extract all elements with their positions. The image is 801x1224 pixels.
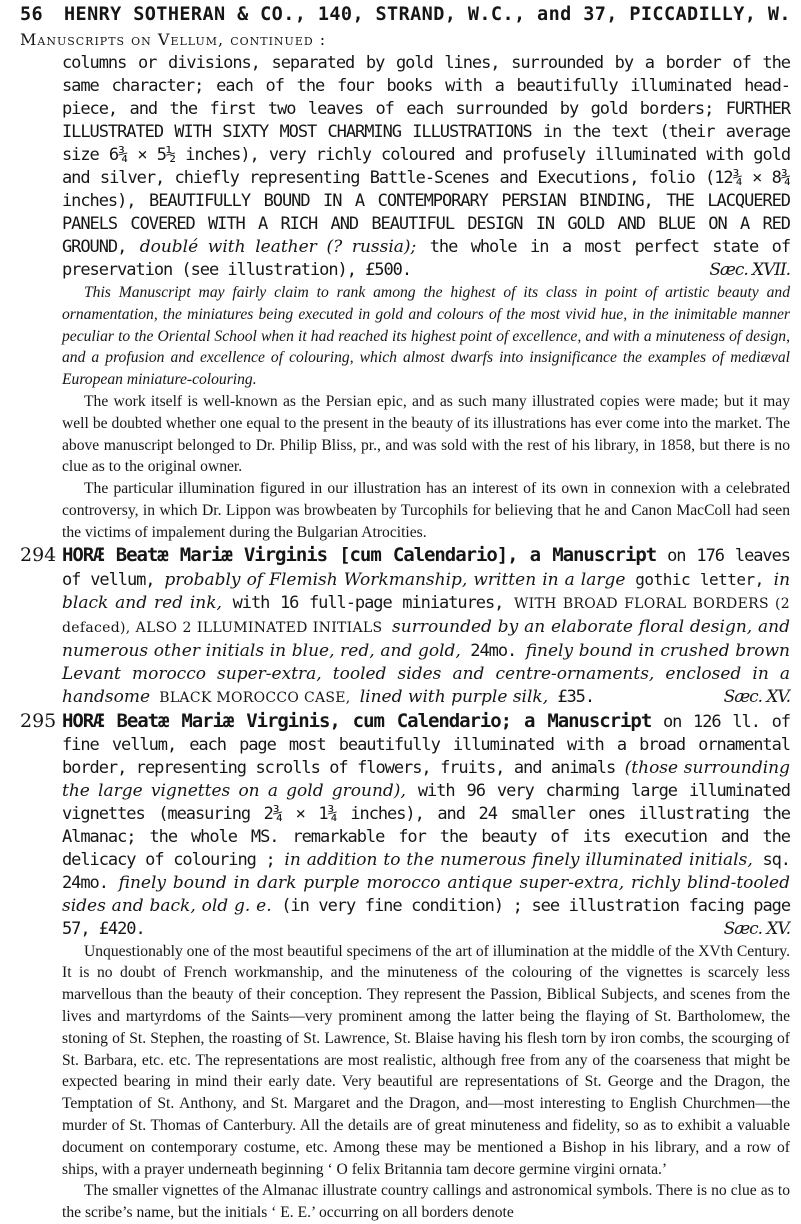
entry-293-continued: [20, 52, 790, 544]
entry-294-italic-3: surrounded by an elaborate floral design, and numerous other initials in blue, red, and gold,: [62, 616, 790, 661]
entry-295-text-4: (in very fine condition) ; see illustration facing page 57, £420.: [62, 895, 790, 939]
section-heading: Manuscripts on Vellum, continued :: [20, 30, 327, 49]
entry-294-century: Sæc. XV.: [723, 686, 790, 707]
entry-295-note-2: The smaller vignettes of the Almanac illustrate country callings and astronomical symbols. There is no clue as to the scribe’s name, but the initials ‘ E. E.’ occurring on all borders denote: [62, 1182, 790, 1222]
entry-295-text-1: on 126 ll. of fine vellum, each page most beautifully illuminated with a broad ornamental border, representing scrolls of flowers, fruits, and animals: [62, 711, 790, 778]
publisher-line: HENRY SOTHERAN & CO., 140, STRAND, W.C., and 37, PICCADILLY, W.: [64, 4, 791, 25]
page-number: 56: [20, 4, 44, 25]
entry-294: [20, 544, 790, 710]
entry-295-century: Sæc. XV.: [723, 918, 790, 939]
entry-294-blackletter: gothic letter,: [635, 569, 764, 589]
entry-number: 295: [20, 709, 57, 732]
entry-295-description: [62, 710, 790, 941]
entry-295-text-2: with 96 very charming large illuminated vignettes (measuring 2¾ × 1¾ inches), and 24 smaller ones illustrating the Almanac; the whole MS. remarkable for the beauty of its execution and the delicacy of colouring ;: [62, 780, 790, 870]
entry-295: [20, 710, 790, 1224]
entry-295-note-1: Unquestionably one of the most beautiful specimens of the art of illumination at the middle of the XVth Century. It is no doubt of French workmanship, and the minuteness of the colouring of the vignettes is scarcely less marvellous than the beauty of their conception. They represent the Passion, Biblical Subjects, and scenes from the lives and martyrdoms of the Saints—very prominent among the latter being the flaying of St. Bartholomew, the stoning of St. Stephen, the roasting of St. Lawrence, St. Blaise having his flesh torn by iron combs, the scourging of St. Barbara, etc. etc. The representations are most realistic, although free from any of the coarseness that might be expected bearing in mind their early date. Very beautiful are representations of St. George and the Dragon, the Temptation of St. Anthony, and St. Margaret and the Dragon, and—most interesting to English Churchmen—the murder of St. Thomas of Canterbury. All the details are of great minuteness and fidelity, so as to exhibit a valuable document on contemporary costume, etc. Among these may be mentioned a Bishop in his library, and a row of ships, with a prayer underneath beginning ‘ O felix Britannia tam decore germine virgini ornata.’: [62, 942, 790, 1178]
entry-294-italic-1: probably of Flemish Workmanship, written in a large: [164, 569, 626, 590]
entry-293-text-1: columns or divisions, separated by gold lines, surrounded by a border of the same character; each of the four books with a beautifully illuminated head-piece, and the first two leaves of each surrounded by gold borders; FURTHER ILLUSTRATED WITH SIXTY MOST CHARMING ILLUSTRATIONS in the text (their average size 6¾ × 5½ inches), very richly coloured and profusely illuminated with gold and silver, chiefly representing Battle-Scenes and Executions, folio (12¾ × 8¾ inches), BEAUTIFULLY BOUND IN A CONTEMPORARY PERSIAN BINDING, THE LACQUERED PANELS COVERED WITH A RICH AND BEAUTIFUL DESIGN IN GOLD AND BLUE ON A RED GROUND,: [62, 53, 790, 257]
entry-295-title: HORÆ Beatæ Mariæ Virginis, cum Calendario; a Manuscript: [62, 709, 652, 732]
entry-295-italic-3: finely bound in dark purple morocco antique super-extra, richly blind-tooled sides and back, old g. e.: [62, 872, 790, 916]
entry-293-note-3: The particular illumination figured in our illustration has an interest of its own in connexion with a celebrated controversy, in which Dr. Lippon was browbeaten by Turcophils for believing that he and Canon MacColl had seen the victims of impalement during the Bulgarian Atrocities.: [62, 480, 790, 541]
entry-293-description: [62, 52, 790, 282]
entry-293-note-2: The work itself is well-known as the Persian epic, and as such many illustrated copies were made; but it may well be doubted whether one equal to the present in the beauty of its illustrations has ever come into the market. The above manuscript belonged to Dr. Philip Bliss, pr., and was sold with the rest of his library, in 1858, but there is no clue as to the original owner.: [62, 392, 790, 476]
entry-295-text-3: sq. 24mo.: [62, 849, 790, 893]
entry-294-title: HORÆ Beatæ Mariæ Virginis [cum Calendario], a Manuscript: [62, 543, 657, 566]
entry-293-text-2: the whole in a most perfect state of preservation (see illustration), £500.: [62, 237, 791, 280]
entry-293-binding: doublé with leather (? russia);: [139, 237, 417, 257]
entry-295-italic-1: (those surrounding the large vignettes on a gold ground),: [62, 757, 790, 801]
entries: [20, 52, 790, 1224]
entry-294-text-1: on 176 leaves of vellum,: [62, 545, 790, 590]
running-header: [20, 4, 790, 25]
entry-294-case: BLACK MOROCCO CASE,: [159, 689, 351, 706]
entry-294-italic-5: lined with purple silk,: [359, 686, 549, 707]
entry-293-century: Sæc. XVII.: [709, 260, 790, 280]
entry-294-italic-4: finely bound in crushed brown Levant morocco super-extra, tooled sides and centre-ornaments, enclosed in a handsome: [62, 640, 791, 707]
entry-294-price: £35.: [557, 686, 595, 707]
entry-294-text-2: with 16 full-page miniatures,: [232, 592, 504, 613]
entry-293-note-1: This Manuscript may fairly claim to rank among the highest of its class in point of artistic beauty and ornamentation, the miniatures being executed in gold and colours of the most vivid hue, in the inimitable manner peculiar to the Oriental School when it had reached its highest point of excellence, and with a minuteness of design, and a profusion and excellence of colouring, which almost dwarfs into insignificance the examples of mediæval European miniature-colouring.: [62, 284, 790, 389]
entry-294-text-3: 24mo.: [470, 640, 517, 661]
entry-294-caps: WITH BROAD FLORAL BORDERS (2 defaced), ALSO 2 ILLUMINATED INITIALS: [62, 595, 790, 636]
entry-number: 294: [20, 543, 57, 566]
entry-294-description: [62, 544, 790, 710]
entry-294-italic-2: in black and red ink,: [62, 569, 791, 613]
entry-295-italic-2: in addition to the numerous finely illuminated initials,: [284, 849, 753, 870]
